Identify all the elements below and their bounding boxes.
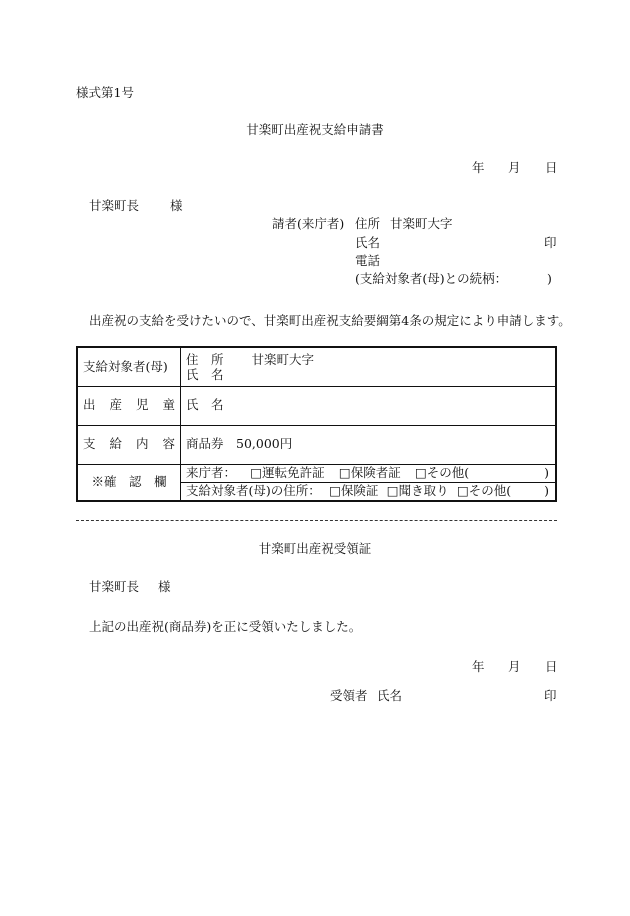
form-number: 様式第1号 [76,85,134,100]
visitor-label: 来庁者： [186,464,237,480]
option-other: □その他( [456,482,512,498]
application-date-day: 日 [545,160,558,175]
child-label [77,386,181,425]
application-table [76,346,557,502]
recipient-info [181,347,557,386]
content-row [77,425,556,464]
receipt-date-day: 日 [545,659,558,674]
receipt-date-month: 月 [508,659,521,674]
option-other-close: ) [544,464,549,480]
applicant-label: 請者(来庁者) [272,216,345,231]
receipt-statement: 上記の出産祝(商品券)を正に受領いたしました。 [89,619,362,634]
content-label-char: 内 [135,436,149,452]
child-row [77,386,556,425]
child-label-char: 童 [162,397,175,413]
child-label-char: 出 [83,397,96,413]
content-label [77,425,181,464]
content-label-char: 容 [162,436,175,452]
content-label-char: 給 [109,436,122,452]
option-insurance-card: □保険者証 [338,464,401,480]
relationship-label: (支給対象者(母)との続柄： [355,271,508,286]
receipt-honorific: 様 [158,579,171,594]
option-other: □その他( [414,464,470,480]
option-other-close: ) [544,482,549,498]
applicant-name-label: 氏名 [355,235,381,250]
confirmation-visitor-line [181,465,555,483]
confirmation-cell [181,464,557,501]
application-date-month: 月 [508,160,521,175]
recipient-name-label: 氏 名 [186,366,224,382]
applicant-phone-label: 電話 [355,253,381,268]
receipt-recipient-label: 受領者 [330,688,368,703]
receipt-seal: 印 [544,688,557,703]
addressee: 甘楽町長 [89,198,140,213]
applicant-seal: 印 [544,235,557,250]
content-label-char: 支 [83,436,96,452]
receipt-addressee: 甘楽町長 [89,579,140,594]
applicant-address-label: 住所 [355,216,381,231]
child-label-char: 産 [109,397,122,413]
application-statement: 出産祝の支給を受けたいので、甘楽町出産祝支給要綱第4条の規定により申請します。 [89,313,571,328]
recipient-address-label: 住 所 [186,351,224,367]
application-date-year: 年 [472,160,485,175]
relationship-close: ) [547,271,552,286]
recipient-row [77,347,556,386]
option-drivers-license: □運転免許証 [250,464,325,480]
applicant-address-value: 甘楽町大字 [390,216,453,231]
option-insurance: □保険証 [329,482,379,498]
recipient-label: 支給対象者(母) [77,347,181,386]
receipt-name-label: 氏名 [377,688,403,703]
receipt-title: 甘楽町出産祝受領証 [258,541,372,556]
address-confirm-label: 支給対象者(母)の住所： [186,482,321,498]
application-title: 甘楽町出産祝支給申請書 [246,122,384,137]
confirmation-row [77,464,556,501]
option-hearing: □聞き取り [386,482,449,498]
cut-line-divider [76,520,557,521]
addressee-honorific: 様 [170,198,183,213]
content-value: 商品券 50,000円 [181,425,557,464]
confirmation-address-line [181,483,555,500]
child-label-char: 児 [135,397,149,413]
recipient-address-value: 甘楽町大字 [251,351,314,367]
receipt-date-year: 年 [472,659,485,674]
confirmation-label: ※確 認 欄 [77,464,181,501]
child-name-label: 氏 名 [181,386,557,425]
